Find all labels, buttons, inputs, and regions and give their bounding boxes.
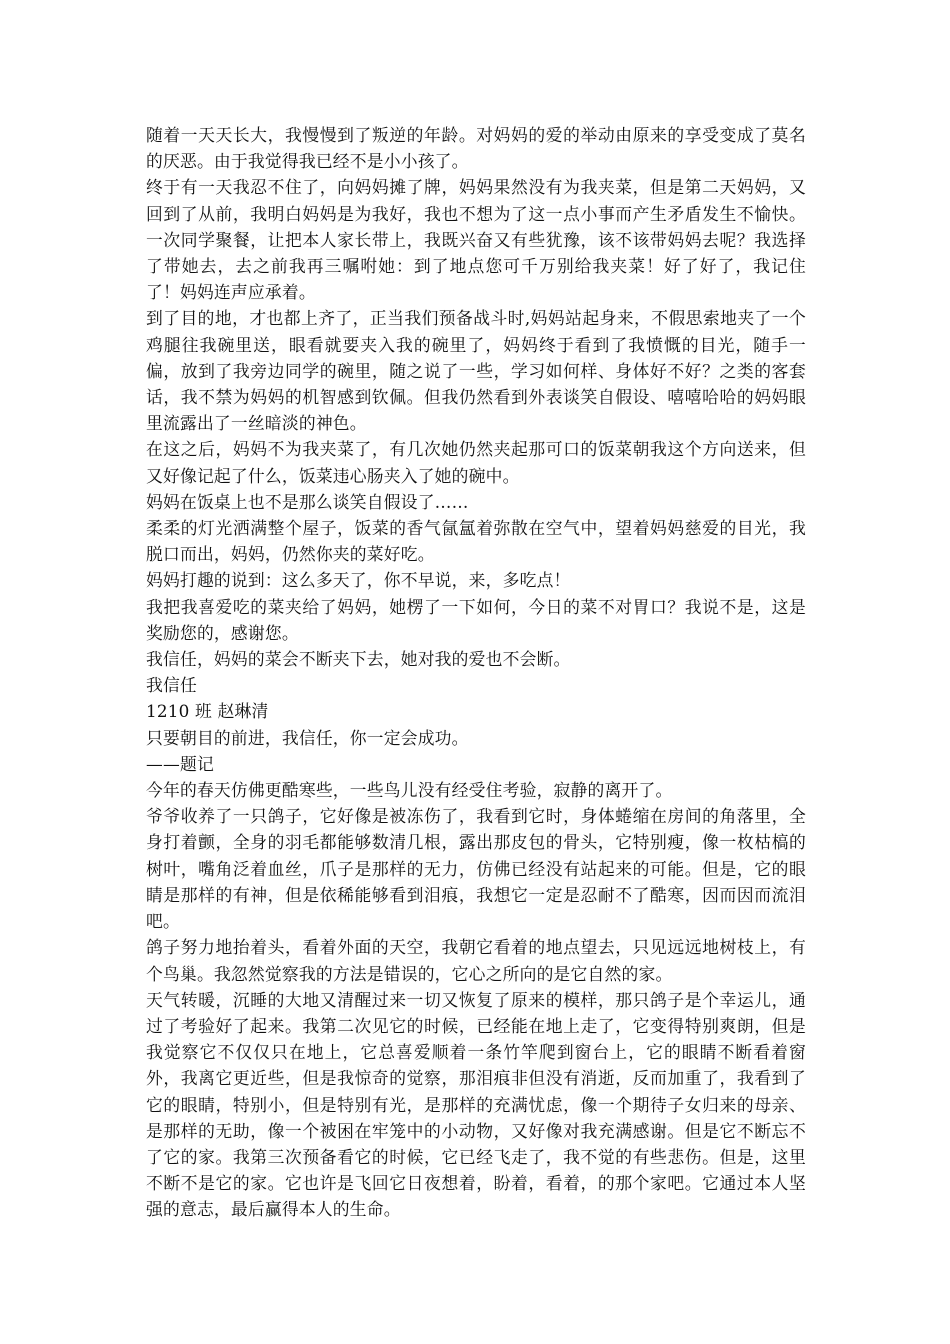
- author-line: 1210 班 赵琳清: [146, 701, 269, 722]
- paragraph-5: 妈妈在饭桌上也不是那么谈笑自假设了……: [146, 491, 469, 512]
- paragraph-13: 天气转暖，沉睡的大地又清醒过来一切又恢复了原来的模样，那只鸽子是个幸运儿，通过了考验好了起来。我第二次见它的时候，已经能在地上走了，它变得特别爽朗，但是我觉察它不仅仅只在地上，它总喜爱顺着一条竹竿爬到窗台上，它的眼睛不断看着窗外，我离它更近些，但是我惊奇的觉察，那泪痕非但没有消逝，反而加重了，我看到了它的眼睛，特别小，但是特别有光，是那样的充满忧虑，像一个期待子女归来的母亲、是那样的无助，像一个被困在牢笼中的小动物，又好像对我充满感谢。但是它不断忘不了它的家。我第三次预备看它的时候，它已经飞走了，我不觉的有些悲伤。但是，这里不断不是它的家。它也许是飞回它日夜想着，盼着，看着，的那个家吧。它通过本人坚强的意志，最后赢得本人的生命。: [146, 989, 806, 1220]
- essay-title: 我信任: [146, 675, 197, 696]
- paragraph-8: 我把我喜爱吃的菜夹给了妈妈，她楞了一下如何，今日的菜不对胃口？我说不是，这是奖励您的，感谢您。: [146, 596, 806, 643]
- paragraph-4: 在这之后，妈妈不为我夹菜了，有几次她仍然夹起那可口的饭菜朝我这个方向送来，但又好像记起了什么，饭菜违心肠夹入了她的碗中。: [146, 439, 806, 486]
- paragraph-1: 随着一天天长大，我慢慢到了叛逆的年龄。对妈妈的爱的举动由原来的享受变成了莫名的厌恶。由于我觉得我已经不是小小孩了。: [146, 125, 806, 172]
- epigraph-attribution: ——题记: [146, 753, 214, 774]
- paragraph-7: 妈妈打趣的说到：这么多天了，你不早说，来，多吃点！: [146, 570, 571, 591]
- paragraph-11: 爷爷收养了一只鸽子，它好像是被冻伤了，我看到它时，身体蜷缩在房间的角落里，全身打着颤，全身的羽毛都能够数清几根，露出那皮包的骨头，它特别瘦，像一枚枯槁的树叶，嘴角泛着血丝，爪子是那样的无力，仿佛已经没有站起来的可能。但是，它的眼睛是那样的有神，但是依稀能够看到泪痕，我想它一定是忍耐不了酷寒，因而因而流泪吧。: [146, 806, 806, 932]
- paragraph-10: 今年的春天仿佛更酷寒些，一些鸟儿没有经受住考验，寂静的离开了。: [146, 780, 673, 801]
- paragraph-12: 鸽子努力地抬着头，看着外面的天空，我朝它看着的地点望去，只见远远地树枝上，有个鸟巢。我忽然觉察我的方法是错误的，它心之所向的是它自然的家。: [146, 937, 806, 984]
- paragraph-3: 到了目的地，才也都上齐了，正当我们预备战斗时,妈妈站起身来，不假思索地夹了一个鸡腿往我碗里送，眼看就要夹入我的碗里了，妈妈终于看到了我愤慨的目光，随手一偏，放到了我旁边同学的碗里，随之说了一些，学习如何样、身体好不好？之类的客套话，我不禁为妈妈的机智感到钦佩。但我仍然看到外表谈笑自假设、嘻嘻哈哈的妈妈眼里流露出了一丝暗淡的神色。: [146, 308, 806, 434]
- paragraph-2: 终于有一天我忍不住了，向妈妈摊了牌，妈妈果然没有为我夹菜，但是第二天妈妈，又回到了从前，我明白妈妈是为我好，我也不想为了这一点小事而产生矛盾发生不愉快。一次同学聚餐，让把本人家长带上，我既兴奋又有些犹豫，该不该带妈妈去呢？我选择了带她去，去之前我再三嘱咐她：到了地点您可千万别给我夹菜！好了好了，我记住了！妈妈连声应承着。: [146, 177, 806, 303]
- paragraph-9: 我信任，妈妈的菜会不断夹下去，她对我的爱也不会断。: [146, 649, 571, 670]
- document-page: [146, 122, 806, 1223]
- epigraph: 只要朝目的前进，我信任，你一定会成功。: [146, 727, 469, 748]
- paragraph-6: 柔柔的灯光洒满整个屋子，饭菜的香气氤氲着弥散在空气中，望着妈妈慈爱的目光，我脱口而出，妈妈，仍然你夹的菜好吃。: [146, 518, 806, 565]
